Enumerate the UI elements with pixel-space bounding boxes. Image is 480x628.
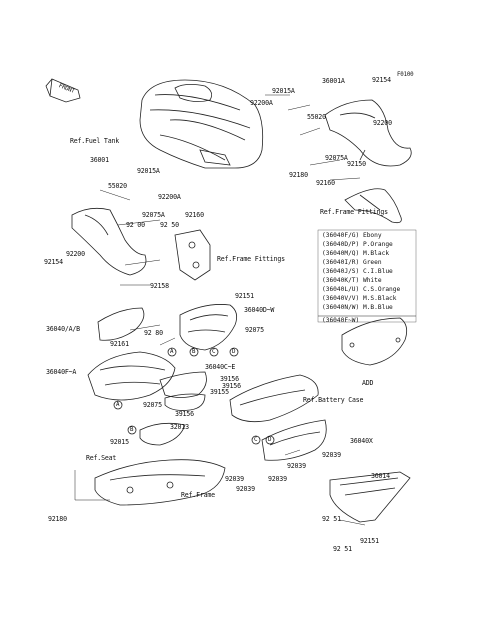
legend-row: (36040L/U) C.S.Orange [322, 286, 401, 293]
side-fairing-left [98, 308, 144, 340]
callout-92-50: 92 50 [160, 221, 179, 229]
callout-92161: 92161 [110, 340, 129, 348]
callout-92200a-top: 92200A [250, 99, 273, 107]
callout-92150: 92150 [347, 160, 366, 168]
callout-ref-frame-fittings-right: Ref.Frame Fittings [320, 208, 388, 216]
callout-92160-mid: 92160 [185, 211, 204, 219]
mounting-bracket [175, 230, 210, 280]
callout-55020-mid: 55020 [108, 182, 127, 190]
callout-92075-mid: 92075 [245, 326, 264, 334]
callout-39156-a: 39156 [220, 375, 239, 383]
callout-92-51-b: 92 51 [333, 545, 352, 553]
callout-92075a-right: 92075A [325, 154, 348, 162]
callout-ref-frame-fittings-mid: Ref.Frame Fittings [217, 255, 285, 263]
left-side-cover [72, 208, 146, 275]
callout-ref-frame: Ref.Frame [181, 491, 215, 499]
circle-letter: D [232, 349, 236, 355]
inner-cowl [160, 372, 206, 410]
legend-row: (36040D/P) P.Orange [322, 241, 393, 248]
callout-39156-c: 39156 [175, 410, 194, 418]
callout-92180-top: 92180 [289, 171, 308, 179]
callout-36001: 36001 [90, 156, 109, 164]
callout-92039-e: 92039 [236, 485, 255, 493]
add-inset-cowl [342, 318, 407, 365]
circle-letter: B [192, 349, 196, 355]
callout-92200a-mid: 92200A [158, 193, 181, 201]
callout-55020-top: 55020 [307, 113, 326, 121]
callout-92075-low: 92075 [143, 401, 162, 409]
callout-92039-d: 92039 [268, 475, 287, 483]
center-cowl [180, 304, 237, 350]
callout-92151-mid: 92151 [235, 292, 254, 300]
callout-92075a-mid: 92075A [142, 211, 165, 219]
legend-row: (36040M/Q) M.Black [322, 250, 390, 257]
callout-92151-bottom: 92151 [360, 537, 379, 545]
callout-36040d-w: 36040D~W [244, 306, 275, 314]
rear-cowl-right [345, 189, 401, 223]
callout-32013: 32013 [170, 423, 189, 431]
circle-letter: D [268, 437, 272, 443]
callout-36001a: 36001A [322, 77, 345, 85]
legend-row: (36040J/S) C.I.Blue [322, 268, 393, 275]
callout-92-80: 92 80 [144, 329, 163, 337]
fuel-tank-outline [140, 80, 263, 168]
callout-36040c-e: 36040C~E [205, 363, 236, 371]
callout-92015: 92015 [110, 438, 129, 446]
diagram-code: F0100 [397, 72, 414, 78]
circle-letter: C [254, 437, 258, 443]
callout-ref-seat: Ref.Seat [86, 454, 117, 462]
callout-92015a-top: 92015A [272, 87, 295, 95]
legend-row: (36040F/G) Ebony [322, 232, 382, 239]
circle-letter: A [116, 402, 120, 408]
rear-plate-36014 [330, 472, 410, 522]
legend-footer: (36040F~W) [322, 317, 360, 324]
callout-39156-b: 39156 [222, 382, 241, 390]
battery-case-cover [230, 375, 326, 460]
callout-39155: 39155 [210, 388, 229, 396]
tail-cowl-main [88, 352, 175, 400]
callout-92160-top: 92160 [316, 179, 335, 187]
circle-letter: A [170, 349, 174, 355]
callout-92154-left: 92154 [44, 258, 63, 266]
callout-36040x: 36040X [350, 437, 373, 445]
callout-add: ADD [362, 379, 374, 387]
callout-92039-a: 92039 [322, 451, 341, 459]
circle-letter: C [212, 349, 216, 355]
callout-92180-bottom: 92180 [48, 515, 67, 523]
callout-92200-left: 92200 [66, 250, 85, 258]
legend-row: (36040I/R) Green [322, 259, 382, 266]
callout-92039-c: 92039 [225, 475, 244, 483]
callout-92158: 92158 [150, 282, 169, 290]
callout-92154-top: 92154 [372, 76, 391, 84]
callout-92015a-mid: 92015A [137, 167, 160, 175]
callout-36014: 36014 [371, 472, 390, 480]
front-label: FRONT [57, 83, 76, 95]
callout-92-00: 92 00 [126, 221, 145, 229]
callout-ref-battery-case: Ref.Battery Case [303, 396, 364, 404]
legend-row: (36040V/V) M.S.Black [322, 295, 397, 302]
legend-row: (36040N/W) M.B.Blue [322, 304, 393, 311]
callout-36040-a-b: 36040/A/B [46, 325, 80, 333]
legend-row: (36040K/T) White [322, 277, 382, 284]
callout-36040f-a: 36040F~A [46, 368, 77, 376]
color-legend [322, 232, 418, 322]
callout-92-51-a: 92 51 [322, 515, 341, 523]
circle-letter: B [130, 427, 134, 433]
callout-92039-b: 92039 [287, 462, 306, 470]
callout-92200-right: 92200 [373, 119, 392, 127]
callout-ref-fuel-tank: Ref.Fuel Tank [70, 137, 120, 145]
